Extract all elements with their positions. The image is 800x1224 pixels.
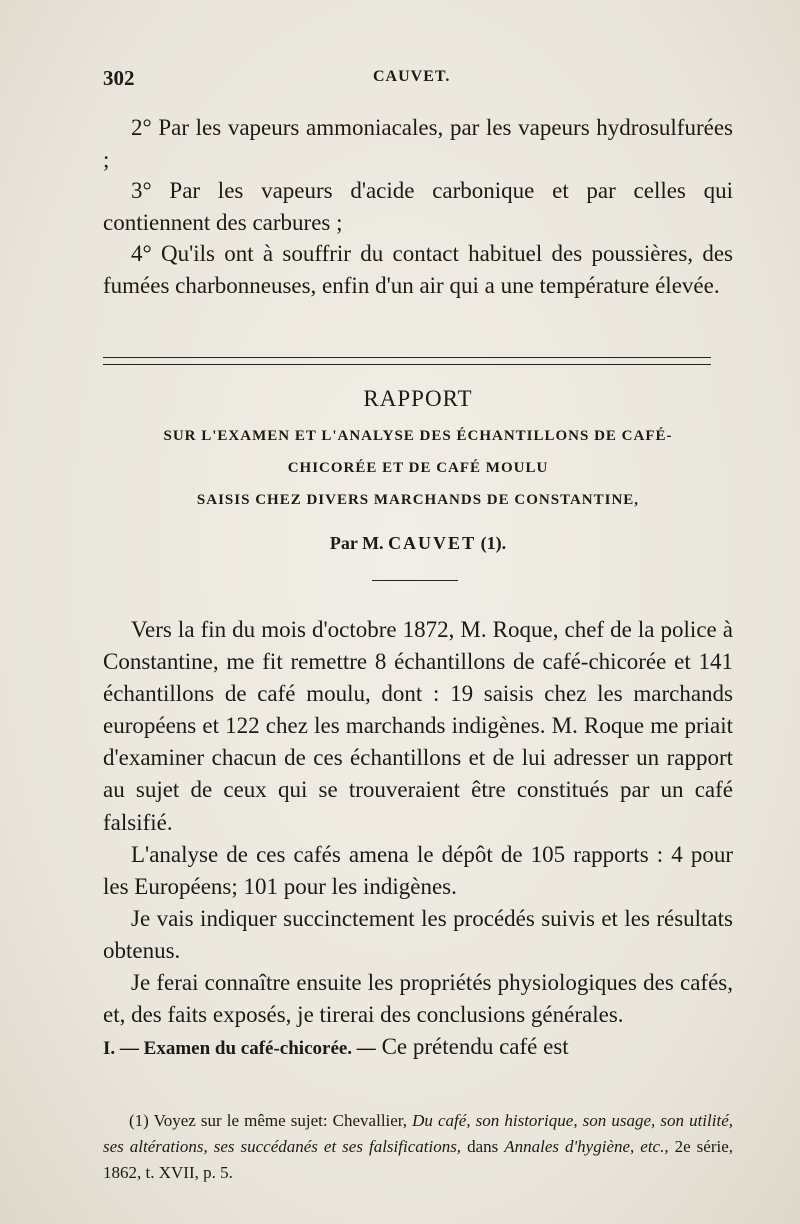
article-subtitle-line3: SAISIS CHEZ DIVERS MARCHANDS DE CONSTANTINE, (196, 492, 640, 508)
page-header (103, 66, 733, 96)
byline-prefix: Par M. (329, 533, 384, 553)
byline (103, 533, 733, 554)
list-item-2: 2° Par les vapeurs ammoniacales, par les vapeurs hydrosulfurées ; (103, 115, 733, 172)
double-rule-bottom (103, 364, 711, 365)
list-item-4: 4° Qu'ils ont à souffrir du contact habituel des poussières, des fumées charbonneuses, enfin d'un air qui a une température élevée. (103, 241, 733, 298)
body-paragraph: Vers la fin du mois d'octobre 1872, M. Roque, chef de la police à Constantine, me fit remettre 8 échantillons de café-chicorée et 141 échantillons de café moulu, dont : 19 saisis chez les marchands européens et 122 chez les marchands indigènes. M. Roque me priait d'examiner chacun de ces échantillons et de lui adresser un rapport au sujet de ceux qui se trouveraient être constitués par un café falsifié. (103, 617, 733, 835)
section-heading: I. — Examen du café-chicorée. — (103, 1038, 376, 1060)
section-heading-paragraph: I. — Examen du café-chicorée. — Ce prétendu café est (103, 1034, 569, 1060)
separator-rule (372, 580, 458, 581)
article-title: RAPPORT (363, 386, 473, 411)
byline-footnote-ref: (1). (480, 533, 507, 553)
list-item-3: 3° Par les vapeurs d'acide carbonique et par celles qui contiennent des carbures ; (103, 178, 733, 235)
running-head: CAUVET. (373, 68, 451, 85)
double-rule-top (103, 357, 711, 358)
article-body (103, 614, 733, 1065)
article-subtitle-line1: SUR L'EXAMEN ET L'ANALYSE DES ÉCHANTILLONS DE CAFÉ- (163, 428, 673, 444)
byline-author: CAUVET (388, 533, 477, 553)
body-paragraph: L'analyse de ces cafés amena le dépôt de 105 rapports : 4 pour les Européens; 101 pour les indigènes. (103, 841, 733, 899)
body-paragraph: Je ferai connaître ensuite les propriétés physiologiques des cafés, et, des faits exposés, je tirerai des conclusions générales. (103, 970, 733, 1028)
body-paragraph: Je vais indiquer succinctement les procédés suivis et les résultats obtenus. (103, 905, 733, 963)
article-subtitle-line2: CHICORÉE ET DE CAFÉ MOULU (287, 460, 549, 476)
footnote: (1) Voyez sur le même sujet: Chevallier, Du café, son historique, son usage, son utilité, ses altérations, ses succédanés et ses falsifications, dans Annales d'hygiène, etc., 2e série, 1862, t. XVII, p. 5. (103, 1111, 734, 1182)
page-number: 302 (103, 66, 135, 90)
